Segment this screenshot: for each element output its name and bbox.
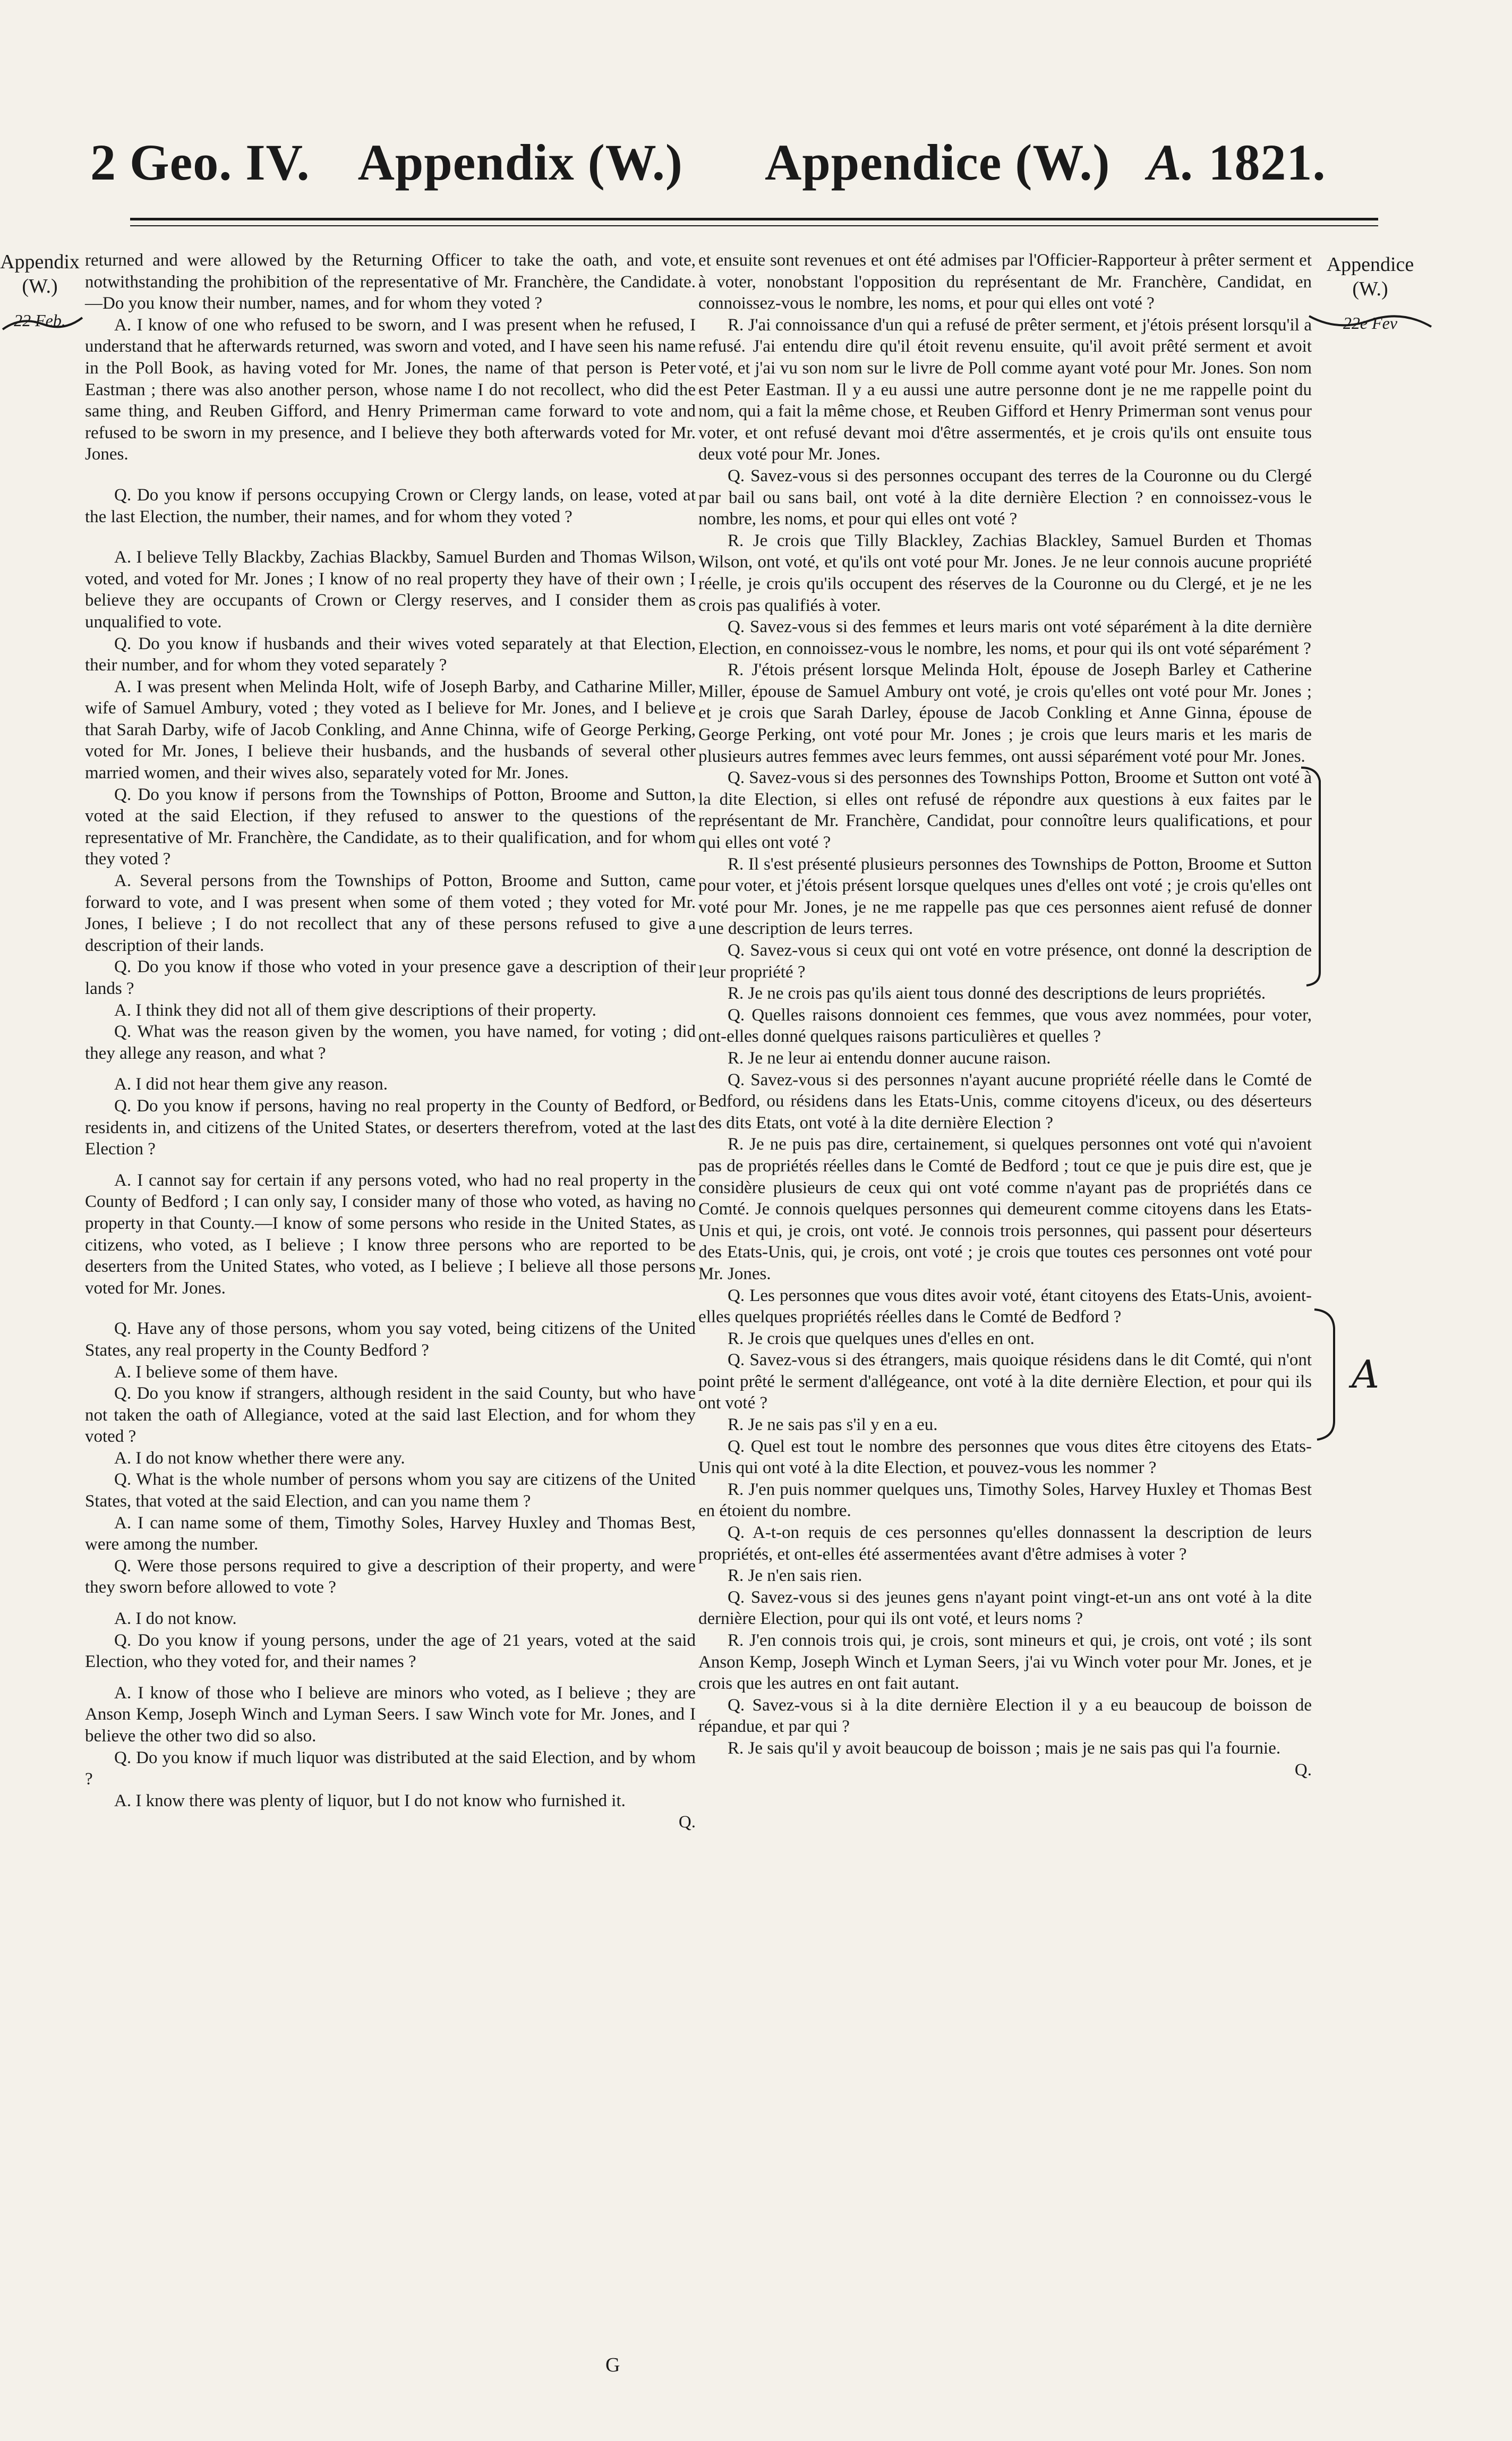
left-margin-code: (W.): [22, 275, 58, 297]
fr-answer: R. Je crois que quelques unes d'elles en ont.: [728, 1329, 1035, 1348]
header-appendix-title: Appendix (W.): [357, 134, 683, 191]
header-rule-thick: [130, 218, 1378, 220]
en-answer: A. I do not know.: [114, 1609, 237, 1629]
fr-question: Q. Savez-vous si des personnes occupant des terres de la Couronne ou du Clergé par bail ou sans bail, ont voté à la dite dernière Election ? en connoissez-vous le nombre, les noms, et pour qui elles ont voté ?: [698, 466, 1312, 529]
right-margin-code: (W.): [1352, 278, 1388, 300]
en-question: Q. What is the whole number of persons whom you say are citizens of the United States, that voted at the said Election, and can you name them ?: [85, 1470, 696, 1511]
en-answer: A. I know there was plenty of liquor, but I do not know who furnished it.: [114, 1791, 626, 1810]
header-right: [765, 133, 1326, 192]
fr-question: Q. Les personnes que vous dites avoir voté, étant citoyens des Etats-Unis, avoient-elles quelques propriétés réelles dans le Comté de Bedford ?: [698, 1286, 1312, 1327]
en-question: Q. Do you know if young persons, under the age of 21 years, voted at the said Election, who they voted for, and their names ?: [85, 1630, 696, 1672]
en-answer: A. I can name some of them, Timothy Soles, Harvey Huxley and Thomas Best, were among the number.: [85, 1513, 696, 1554]
en-answer: A. I know of those who I believe are minors who voted, as I believe ; they are Anson Kemp, Joseph Winch and Lyman Seers. I saw Winch vote for Mr. Jones, and I believe the other two did so also.: [85, 1683, 696, 1746]
en-question: Q. Do you know if persons from the Townships of Potton, Broome and Sutton, voted at the said Election, if they refused to answer to the questions of the representative of Mr. Franchère, the Candidate, as to their qualification, and for whom they voted ?: [85, 785, 696, 869]
en-answer: A. Several persons from the Townships of Potton, Broome and Sutton, came forward to vote, and I was present when some of them voted ; they voted for Mr. Jones, I believe ; I do not recollect that any of these persons refused to give a description of their lands.: [85, 871, 696, 955]
fr-question: Q. A-t-on requis de ces personnes qu'elles donnassent la description de leurs propriétés, et ont-elles été assermentées avant d'être admises à voter ?: [698, 1523, 1312, 1564]
margin-bracket-upper: [1296, 765, 1333, 988]
fr-question: Q. Savez-vous si ceux qui ont voté en votre présence, ont donné la description de leur propriété ?: [698, 941, 1312, 982]
french-column: [698, 250, 1312, 1781]
en-question: Q. Do you know if persons, having no real property in the County of Bedford, or residents in, and citizens of the United States, or deserters therefrom, voted at the last Election ?: [85, 1096, 696, 1159]
fr-question: Q. Savez-vous si des personnes des Townships Potton, Broome et Sutton ont voté à la dite Election, si elles ont refusé de répondre aux questions à eux faites par le représentant de Mr. Franchère, Candidat, pour connoître leurs qualifications, et pour qui elles ont voté ?: [698, 768, 1312, 853]
fr-answer: R. Je sais qu'il y avoit beaucoup de boisson ; mais je ne sais pas qui l'a fournie.: [728, 1738, 1281, 1758]
fr-answer: R. Je ne crois pas qu'ils aient tous donné des descriptions de leurs propriétés.: [728, 984, 1266, 1003]
english-column: [85, 250, 696, 1833]
header-session: 2 Geo. IV.: [90, 134, 310, 191]
right-margin-date: 22e Fev: [1343, 313, 1398, 333]
left-margin-date: 22 Feb.: [14, 311, 66, 330]
fr-question: Q. Savez-vous si des personnes n'ayant aucune propriété réelle dans le Comté de Bedford, ou résidens dans les Etats-Unis, comme citoyens d'iceux, ou des déserteurs des dits Etats, ont voté à la dite dernière Election ?: [698, 1070, 1312, 1133]
fr-paragraph: R. J'ai connoissance d'un qui a refusé de prêter serment, et j'étois présent lorsqu'il a refusé. J'ai entendu dire qu'il étoit revenu ensuite, qu'il avoit prêté serment et avoit voté, et j'ai vu son nom sur le livre de Poll comme ayant voté pour Mr. Jones. Son nom est Peter Eastman. Il y a eu aussi une autre personne dont je ne me rappelle point du nom, qui a fait la même chose, et Reuben Gifford et Henry Primerman sont venus pour voter, et ont refusé devant moi d'être assermentés, et je crois qu'ils ont ensuite tous deux voté pour Mr. Jones.: [698, 315, 1312, 464]
fr-question: Q. Quelles raisons donnoient ces femmes, que vous avez nommées, pour voter, ont-elles donné quelques raisons particulières et quelles ?: [698, 1005, 1312, 1047]
en-question: Q. Do you know if husbands and their wives voted separately at that Election, their number, and for whom they voted separately ?: [85, 634, 696, 675]
header-appendice-title: Appendice (W.): [765, 134, 1110, 191]
right-margin-brace: [1306, 311, 1434, 337]
margin-annotation: A: [1352, 1352, 1379, 1397]
en-answer: A. I do not know whether there were any.: [114, 1448, 405, 1468]
en-question: Q. Were those persons required to give a description of their property, and were they sworn before allowed to vote ?: [85, 1556, 696, 1597]
fr-answer: R. J'étois présent lorsque Melinda Holt, épouse de Joseph Barley et Catherine Miller, épouse de Samuel Ambury ont voté, je crois qu'elles ont voté pour Mr. Jones ; et je crois que Sarah Darley, épouse de Jacob Conkling et Anne Ginna, épouse de George Perking, ont voté pour Mr. Jones ; je crois que leurs maris et les maris de plusieurs autres femmes avec leurs femmes, ont aussi séparément voté pour Mr. Jones.: [698, 660, 1312, 766]
fr-answer: R. Je ne sais pas s'il y en a eu.: [728, 1415, 938, 1435]
en-paragraph: A. I know of one who refused to be sworn, and I was present when he refused, I understand that he afterwards returned, was sworn and voted, and I have seen his name in the Poll Book, as having voted for Mr. Jones, the name of that person is Peter Eastman ; there was also another person, whose name I do not recollect, who did the same thing, and Reuben Gifford, and Henry Primerman came forward to vote and refused to be sworn in my presence, and I believe they both afterwards voted for Mr. Jones.: [85, 315, 696, 464]
fr-answer: R. Je ne puis pas dire, certainement, si quelques personnes ont voté qui n'avoient pas de propriétés réelles dans le Comté de Bedford ; tout ce que je puis dire est, que je considère plusieurs de ceux qui ont voté comme n'ayant pas de propriétés dans ce Comté. Je connois quelques personnes qui demeurent comme citoyens dans les Etats-Unis et qui, je crois, ont voté. Je connois trois personnes, qui passent pour déserteurs des Etats-Unis, qui, je crois, ont voté ; je crois que toutes ces personnes ont voté pour Mr. Jones.: [698, 1135, 1312, 1283]
header-year-prefix: A.: [1147, 134, 1195, 191]
fr-question: Q. Savez-vous si des femmes et leurs maris ont voté séparément à la dite dernière Election, en connoissez-vous le nombre, les noms, et pour qui ils ont voté séparément ?: [698, 617, 1312, 658]
en-answer: A. I was present when Melinda Holt, wife of Joseph Barby, and Catharine Miller, wife of Samuel Ambury, voted ; they voted as I believe for Mr. Jones, and I believe that Sarah Darby, wife of Jacob Conkling, and Anne Chinna, wife of George Perking, voted for Mr. Jones, I believe their husbands, and the husbands of several other married women, and their wives also, separately voted for Mr. Jones.: [85, 677, 696, 783]
fr-question: Q. Savez-vous si des jeunes gens n'ayant point vingt-et-un ans ont voté à la dite dernière Election, pour qui ils ont voté, et leurs noms ?: [698, 1587, 1312, 1629]
fr-answer: R. Je n'en sais rien.: [728, 1566, 862, 1586]
en-paragraph: returned and were allowed by the Returning Officer to take the oath, and vote, notwithstanding the prohibition of the representative of Mr. Franchère, the Candidate.—Do you know their number, names, and for whom they voted ?: [85, 251, 696, 313]
en-question: Q. Have any of those persons, whom you say voted, being citizens of the United States, any real property in the County Bedford ?: [85, 1319, 696, 1360]
left-margin-brace: [0, 313, 85, 335]
header-rule-thin: [130, 225, 1378, 226]
fr-question: Q. Savez-vous si à la dite dernière Election il y a eu beaucoup de boisson de répandue, et par qui ?: [698, 1695, 1312, 1737]
fr-paragraph: et ensuite sont revenues et ont été admises par l'Officier-Rapporteur à prêter serment et à voter, nonobstant l'opposition du représentant de Mr. Franchère, Candidat, en connoissez-vous le nombre, les noms, et pour qui elles ont voté ?: [698, 251, 1312, 313]
en-question: Q. Do you know if those who voted in your presence gave a description of their lands ?: [85, 957, 696, 998]
fr-answer: R. Je crois que Tilly Blackley, Zachias Blackley, Samuel Burden et Thomas Wilson, ont voté, et qu'ils ont voté pour Mr. Jones. Je ne leur connois aucune propriété réelle, je crois qu'ils occupent des réserves de la Couronne ou du Clergé, et je ne les crois pas qualifiés à voter.: [698, 531, 1312, 615]
en-question: Q. Do you know if persons occupying Crown or Clergy lands, on lease, voted at the last Election, the number, their names, and for whom they voted ?: [85, 485, 696, 526]
fr-question: Q. Savez-vous si des étrangers, mais quoique résidens dans le dit Comté, qui n'ont point prêté le serment d'allégeance, ont voté à la dite dernière Election, et pour qui ils ont voté ?: [698, 1350, 1312, 1413]
signature-mark: G: [605, 2354, 620, 2376]
en-answer: A. I believe some of them have.: [114, 1362, 338, 1382]
en-question: Q. What was the reason given by the women, you have named, for voting ; did they allege any reason, and what ?: [85, 1022, 696, 1063]
fr-answer: R. J'en connois trois qui, je crois, sont mineurs et qui, je crois, ont voté ; ils sont Anson Kemp, Joseph Winch et Lyman Seers, j'ai vu Winch voter pour Mr. Jones, et je crois que les autres en ont fait autant.: [698, 1631, 1312, 1694]
en-answer: A. I cannot say for certain if any persons voted, who had no real property in the County of Bedford ; I can only say, I consider many of those who voted, as having no property in that County.—I know of some persons who reside in the United States, as citizens, who voted, as I believe ; I know three persons who are reported to be deserters from the United States, who voted, as I believe ; I believe all those persons voted for Mr. Jones.: [85, 1170, 696, 1298]
fr-question: Q. Quel est tout le nombre des personnes que vous dites être citoyens des Etats-Unis qui ont voté à la dite Election, et pouvez-vous les nommer ?: [698, 1436, 1312, 1478]
left-margin-appendix: Appendix: [0, 251, 80, 273]
fr-answer: R. J'en puis nommer quelques uns, Timothy Soles, Harvey Huxley et Thomas Best en étoient du nombre.: [698, 1479, 1312, 1521]
header-year: 1821.: [1208, 134, 1326, 191]
en-answer: A. I did not hear them give any reason.: [114, 1075, 388, 1094]
en-question: Q. Do you know if strangers, although resident in the said County, but who have not taken the oath of Allegiance, voted at the said last Election, and for whom they voted ?: [85, 1384, 696, 1447]
en-answer: A. I believe Telly Blackby, Zachias Blackby, Samuel Burden and Thomas Wilson, voted, and voted for Mr. Jones ; I know of no real property they have of their own ; I believe they are occupants of Crown or Clergy reserves, and I consider them as unqualified to vote.: [85, 548, 696, 632]
en-continued-marker: Q.: [678, 1813, 696, 1832]
en-question: Q. Do you know if much liquor was distributed at the said Election, and by whom ?: [85, 1748, 696, 1789]
right-margin-appendice: Appendice: [1326, 253, 1414, 276]
header-left: [90, 133, 683, 192]
margin-bracket-lower: [1312, 1307, 1349, 1445]
fr-continued-marker: Q.: [1294, 1760, 1312, 1780]
en-answer: A. I think they did not all of them give descriptions of their property.: [114, 1000, 596, 1020]
fr-answer: R. Il s'est présenté plusieurs personnes des Townships de Potton, Broome et Sutton pour voter, et j'étois présent lorsque quelques unes d'elles ont voté ; je crois qu'elles ont voté pour Mr. Jones, je ne me rappelle pas que ces personnes aient refusé de donner une description de leurs terres.: [698, 854, 1312, 939]
fr-answer: R. Je ne leur ai entendu donner aucune raison.: [728, 1048, 1051, 1068]
